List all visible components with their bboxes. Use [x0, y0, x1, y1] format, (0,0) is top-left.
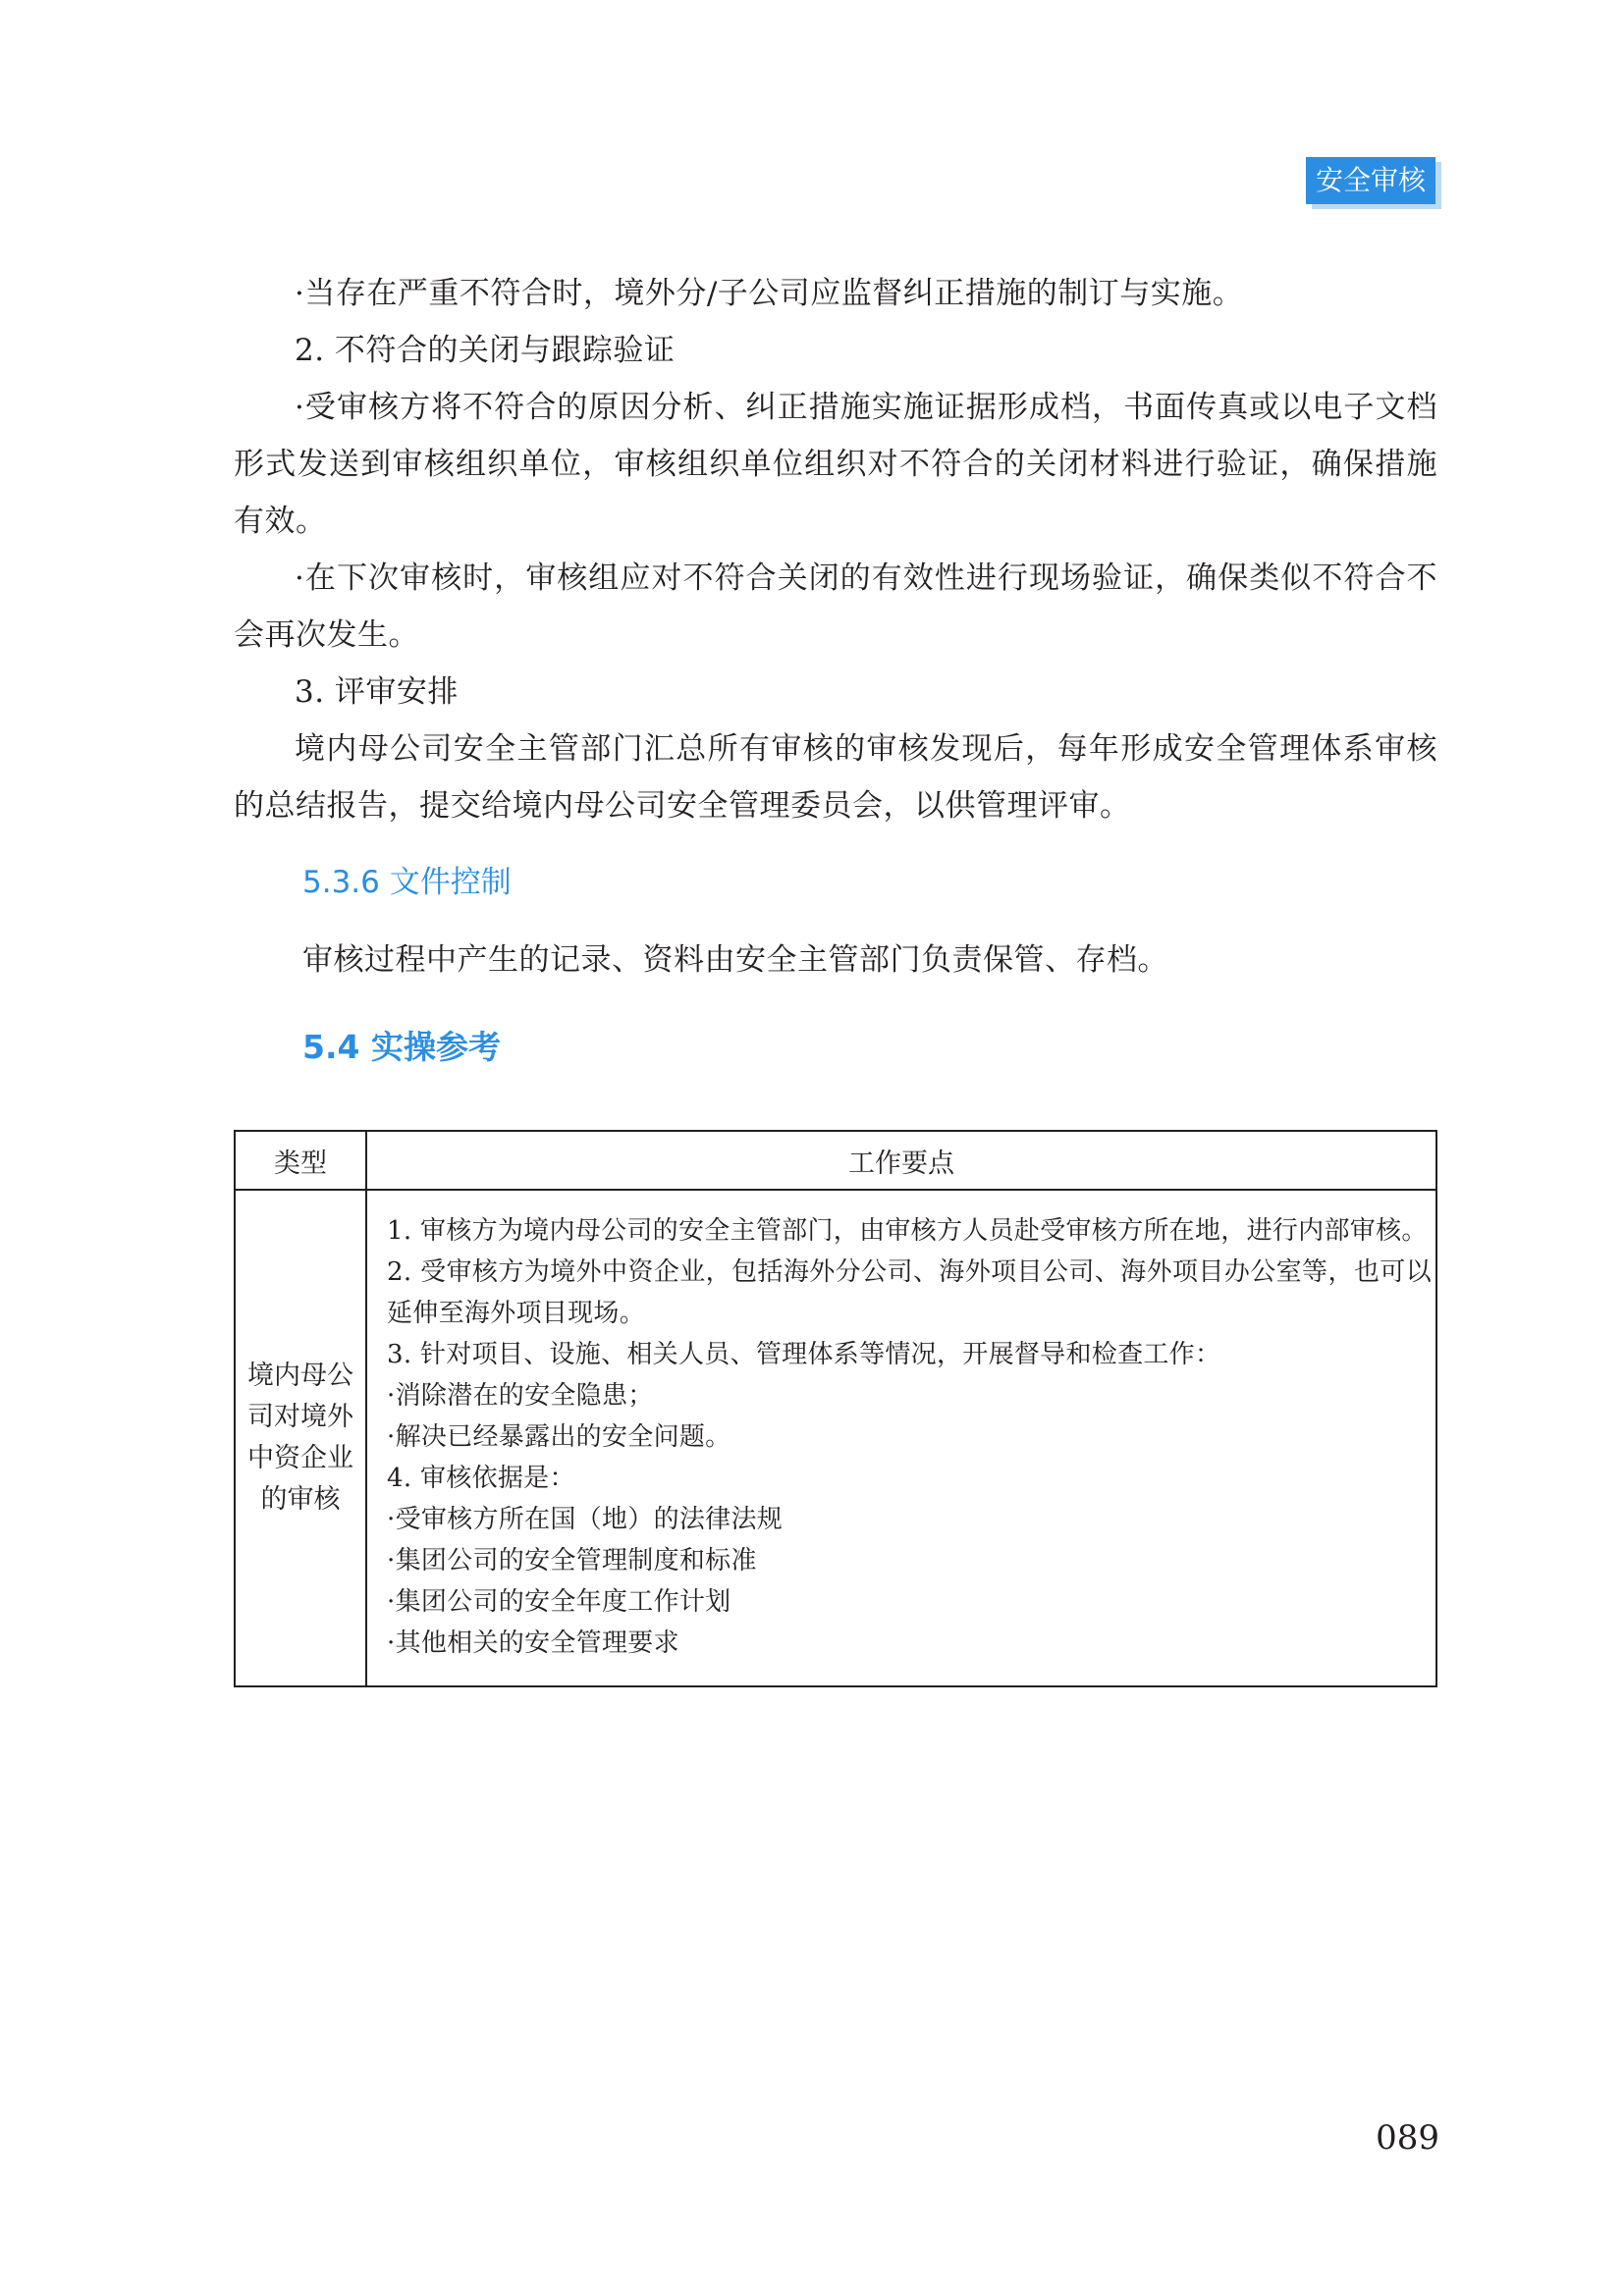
point-item: ·受审核方所在国（地）的法律法规 [387, 1505, 784, 1534]
point-item: 2. 受审核方为境外中资企业，包括海外分公司、海外项目公司、海外项目办公室等，也可以延伸至海外项目现场。 [387, 1257, 1433, 1328]
type-line: 中资企业 [247, 1443, 353, 1473]
paragraph: 境内母公司安全主管部门汇总所有审核的审核发现后，每年形成安全管理体系审核的总结报告，提交给境内母公司安全管理委员会，以供管理评审。 [234, 731, 1437, 824]
type-line: 司对境外 [247, 1402, 353, 1432]
paragraph: 2. 不符合的关闭与跟踪验证 [295, 333, 676, 368]
type-cell [235, 1190, 366, 1686]
paragraph: ·当存在严重不符合时，境外分/子公司应监督纠正措施的制订与实施。 [295, 276, 1244, 311]
page-number: 089 [1376, 2118, 1439, 2158]
point-item: ·集团公司的安全年度工作计划 [387, 1587, 731, 1617]
column-header-type: 类型 [235, 1131, 366, 1190]
chapter-tag: 安全审核 [1306, 157, 1435, 204]
section-body: 审核过程中产生的记录、资料由安全主管部门负责保管、存档。 [302, 942, 1168, 978]
point-item: ·解决已经暴露出的安全问题。 [387, 1422, 731, 1452]
point-item: ·其他相关的安全管理要求 [387, 1629, 679, 1658]
table-row [235, 1190, 1436, 1686]
body-text [234, 265, 1437, 834]
type-line: 的审核 [260, 1484, 341, 1515]
paragraph: ·在下次审核时，审核组应对不符合关闭的有效性进行现场验证，确保类似不符合不会再次发生。 [234, 561, 1437, 653]
point-item: 1. 审核方为境内母公司的安全主管部门，由审核方人员赴受审核方所在地，进行内部审核。 [387, 1216, 1428, 1246]
point-item: ·集团公司的安全管理制度和标准 [387, 1546, 757, 1575]
table-header-row [235, 1131, 1436, 1190]
type-line: 境内母公 [247, 1361, 353, 1391]
section-heading-5-3-6: 5.3.6 文件控制 [302, 865, 512, 900]
paragraph: ·受审核方将不符合的原因分析、纠正措施实施证据形成档，书面传真或以电子文档形式发送到审核组织单位，审核组织单位组织对不符合的关闭材料进行验证，确保措施有效。 [234, 390, 1437, 539]
point-item: ·消除潜在的安全隐患； [387, 1381, 654, 1411]
column-header-points: 工作要点 [366, 1131, 1436, 1190]
point-item: 3. 针对项目、设施、相关人员、管理体系等情况，开展督导和检查工作： [387, 1340, 1221, 1369]
points-cell [366, 1190, 1436, 1686]
section-heading-5-4: 5.4 实操参考 [302, 1028, 501, 1066]
point-item: 4. 审核依据是： [387, 1464, 575, 1493]
reference-table [234, 1130, 1437, 1687]
paragraph: 3. 评审安排 [295, 674, 459, 710]
